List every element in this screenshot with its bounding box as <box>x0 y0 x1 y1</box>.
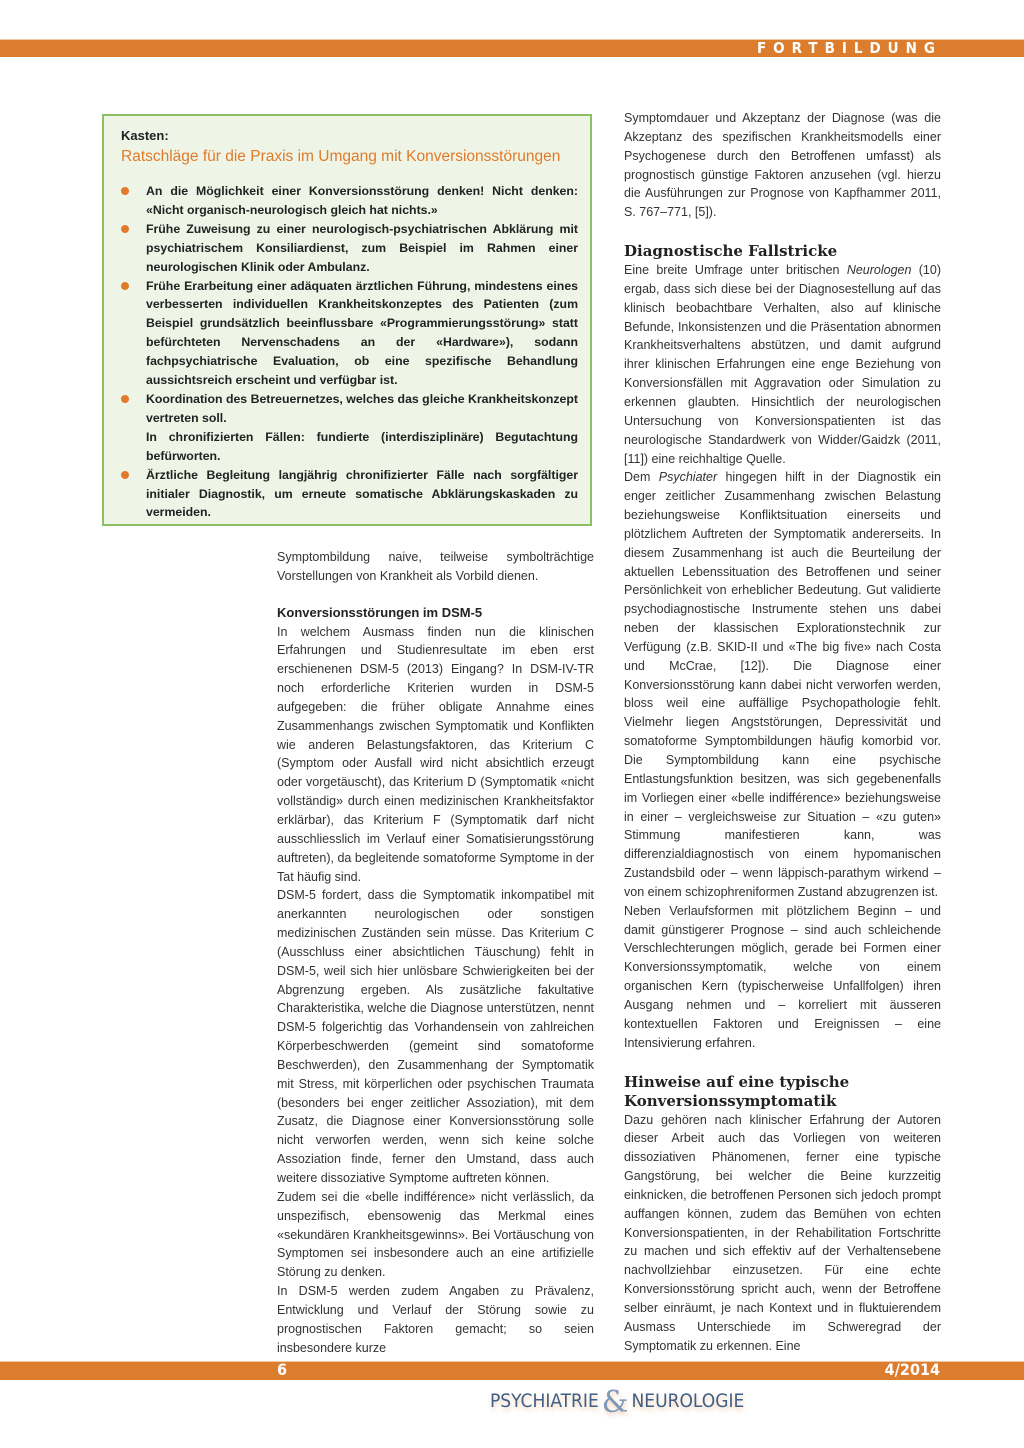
paragraph: Dazu gehören nach klinischer Erfahrung der Autoren dieser Arbeit auch das Vorliegen von weiteren dissoziativen Phänomenen, ferner eine typische Gangstörung, bei welcher die Beine kurzzeitig einknicken, die betroffenen Personen sich jedoch prompt auffangen können, zudem das Bemühen von echten Konversionspatienten, in der Rehabilitation Fortschritte zu machen und sich effektiv auf der Verhaltensebene nachvollziehbar einzusetzen. Für eine echte Konversionsstörung spricht auch, wenn der Betroffene selber einräumt, je nach Kontext und in fluktuierendem Ausmass Unterschiede im Schweregrad der Symptomatik zu erkennen. Eine <box>624 1112 941 1353</box>
list-item: Frühe Zuweisung zu einer neurologisch-psychiatrischen Abklärung mit psychiatrischem Konsiliardienst, zum Beispiel im Rahmen einer neurologischen Klinik oder Ambulanz. <box>118 220 578 277</box>
page-number: 6 <box>277 1360 288 1379</box>
bullet-icon <box>121 282 129 290</box>
box-list <box>118 182 578 522</box>
paragraph: DSM-5 fordert, dass die Symptomatik inkompatibel mit anerkannten neurologischen oder sonstigen medizinischen Zuständen sein müsse. Das Kriterium C (Ausschluss einer absichtlichen Täuschung) fehlt in DSM-5, weil sich hier unlösbare Schwierigkeiten bei der Abgrenzung ergeben. Als zusätzliche fakultative Charakteristika, welche die Diagnose unterstützen, nennt DSM-5 folgerichtig das Vorhandensein von zahlreichen Körperbeschwerden (gemeint sind somatoforme Beschwerden), den Zusammenhang der Symptomatik mit Stress, mit körperlichen oder psychischen Traumata (besonders bei enger zeitlicher Assoziation), mit dem Zusatz, die Diagnose einer Konversionsstörung solle nicht verworfen werden, wenn sich keine solche Assoziation finde, ferner den Umstand, dass auch weitere dissoziative Symptome auftreten können. <box>277 888 594 1185</box>
section-heading: Hinweise auf eine typische Konversionssymptomatik <box>624 1072 850 1110</box>
section-label: FORTBILDUNG <box>756 39 942 57</box>
list-item: Koordination des Betreuernetzes, welches das gleiche Krankheitskonzept vertreten soll. In chronifizierten Fällen: fundierte (interdisziplinäre) Begutachtung befürworten. <box>118 390 578 466</box>
paragraph: In DSM-5 werden zudem Angaben zu Prävalenz, Entwicklung und Verlauf der Störung sowie zu prognostischen Faktoren gemacht; so seien insbesondere kurze <box>277 1284 594 1355</box>
list-item: Frühe Erarbeitung einer adäquaten ärztlichen Führung, mindestens eines verbesserten individuellen Krankheitskonzeptes des Patienten (zum Beispiel grundsätzlich beeinflussbare «Programmierungsstörung» statt befürchteten Nervenschadens an der «Hardware»), sodann fachpsychiatrische Evaluation, ob eine spezifische Behandlung aussichtsreich erscheint und verfügbar ist. <box>118 277 578 390</box>
section-heading: Diagnostische Fallstricke <box>624 242 838 261</box>
box-kicker: Kasten: <box>121 128 169 143</box>
paragraph: Eine breite Umfrage unter britischen Neurologen (10) ergab, dass sich diese bei der Diagnosestellung auf das klinisch beobachtbare Verhalten, also auf klinische Befunde, Inkonsistenzen und die Präsentation abnormen Krankheitsverhaltens abstützen, und damit aufgrund ihrer klinischen Erfahrungen eine enge Beziehung von Konversionsfällen mit Aggravation oder Simulation zu erkennen glaubten. Hinsichtlich der neurologischen Untersuchung von Konversionspatienten ist das neurologische Standardwerk von Widder/Gaidzk (2011, [11]) eine reichhaltige Quelle. <box>624 263 942 466</box>
bullet-icon <box>121 187 129 195</box>
ampersand-icon: & <box>601 1385 629 1420</box>
paragraph: In welchem Ausmass finden nun die klinischen Erfahrungen und Studienresultate im eben erst erschienenen DSM-5 (2013) Eingang? In DSM-IV-TR noch erforderliche Kriterien wurden in DSM-5 aufgegeben: die früher obligate Annahme eines Zusammenhangs zwischen Symptomatik und Konflikten wie anderen Belastungsfaktoren, das Kriterium C (Symptom oder Ausfall wird nicht absichtlich erzeugt oder vorgetäuscht), das Kriterium D (Symptomatik «nicht vollständig» durch einen medizinischen Krankheitsfaktor erklärbar), das Kriterium F (Symptomatik darf nicht ausschliesslich im Verlauf einer Somatisierungsstörung auftreten), da begleitende somatoforme Symptome in der Tat häufig sind. <box>277 624 594 884</box>
intro-paragraph: Symptomdauer und Akzeptanz der Diagnose (was die Akzeptanz des spezifischen Krankheitsmodells einer Psychogenese durch den Betroffenen umfasst) als prognostisch günstige Faktoren anzusehen (vgl. hierzu die Ausführungen zur Prognose von Kapfhammer 2011, S. 767–771, [5]). <box>624 111 941 220</box>
section-heading: Konversionsstörungen im DSM-5 <box>277 604 483 620</box>
paragraph: Zudem sei die «belle indifférence» nicht verlässlich, da unspezifisch, ebensowenig das Merkmal eines «sekundären Krankheitsgewinns». Bei Vortäuschung von Symptomen sei insbesondere auch an eine artifizielle Störung zu denken. <box>277 1189 594 1280</box>
header-bar <box>0 39 1024 57</box>
footer-bar <box>0 1361 1024 1380</box>
list-item: An die Möglichkeit einer Konversionsstörung denken! Nicht denken: «Nicht organisch-neurologisch gleich hat nichts.» <box>118 182 578 220</box>
right-column <box>624 109 941 1355</box>
bullet-icon <box>121 471 129 479</box>
intro-paragraph: Symptombildung naive, teilweise symbolträchtige Vorstellungen von Krankheit als Vorbild dienen. <box>277 550 594 583</box>
journal-logo: PSYCHIATRIE & NEUROLOGIE <box>490 1385 745 1420</box>
box-title: Ratschläge für die Praxis im Umgang mit Konversionsstörungen <box>121 148 561 165</box>
middle-column <box>277 548 594 1357</box>
paragraph: Dem Psychiater hingegen hilft in der Diagnostik ein enger zeitlicher Zusammenhang zwischen Belastung beziehungsweise Konfliktsituation einerseits und plötzlichem Auftreten der Symptomatik andererseits. In diesem Zusammenhang ist auch die Beurteilung der aktuellen Lebenssituation des Betroffenen und seiner Persönlichkeit von erheblicher Bedeutung. Gut validierte psychodiagnostische Instrumente stehen uns dabei neben der klassischen Explorationstechnik zur Verfügung (z.B. SKID-II und «The big five» nach Costa und McCrae, [12]). Die Diagnose einer Konversionsstörung kann dabei nicht verworfen werden, bloss weil eine auffällige Psychopathologie fehlt. Vielmehr liegen Angststörungen, Depressivität und somatoforme Symptombildungen häufig komorbid vor. Die Symptombildung kann eine psychische Entlastungsfunktion besitzen, was sich gegebenenfalls im Vorliegen einer «belle indifférence» beziehungsweise in einer – vergleichsweise zur Situation – «zu guten» Stimmung manifestieren kann, was differenzialdiagnostisch von einem hypomanischen Zustandsbild oder – wenn läppisch-parathym wirkend – von einem schizophreniformen Zustand abzugrenzen ist. <box>624 470 941 899</box>
issue-number: 4/2014 <box>884 1360 940 1379</box>
bullet-icon <box>121 225 129 233</box>
bullet-icon <box>121 395 129 403</box>
list-item: Ärztliche Begleitung langjährig chronifizierter Fälle nach sorgfältiger initialer Diagnostik, um erneute somatische Abklärungskaskaden zu vermeiden. <box>118 466 578 523</box>
list-item-extra: In chronifizierten Fällen: fundierte (interdisziplinäre) Begutachtung befürworten. <box>146 429 578 463</box>
info-box <box>102 114 592 526</box>
paragraph: Neben Verlaufsformen mit plötzlichem Beginn – und damit günstigerer Prognose – sind auch schleichende Verschlechterungen möglich, gerade bei Formen einer Konversionssymptomatik, welche von einem organischen Kern (typischerweise Unfallfolgen) ihren Ausgang nehmen und – korreliert mit äusseren kontextuellen Faktoren und Ereignissen – eine Intensivierung erfahren. <box>624 903 941 1050</box>
